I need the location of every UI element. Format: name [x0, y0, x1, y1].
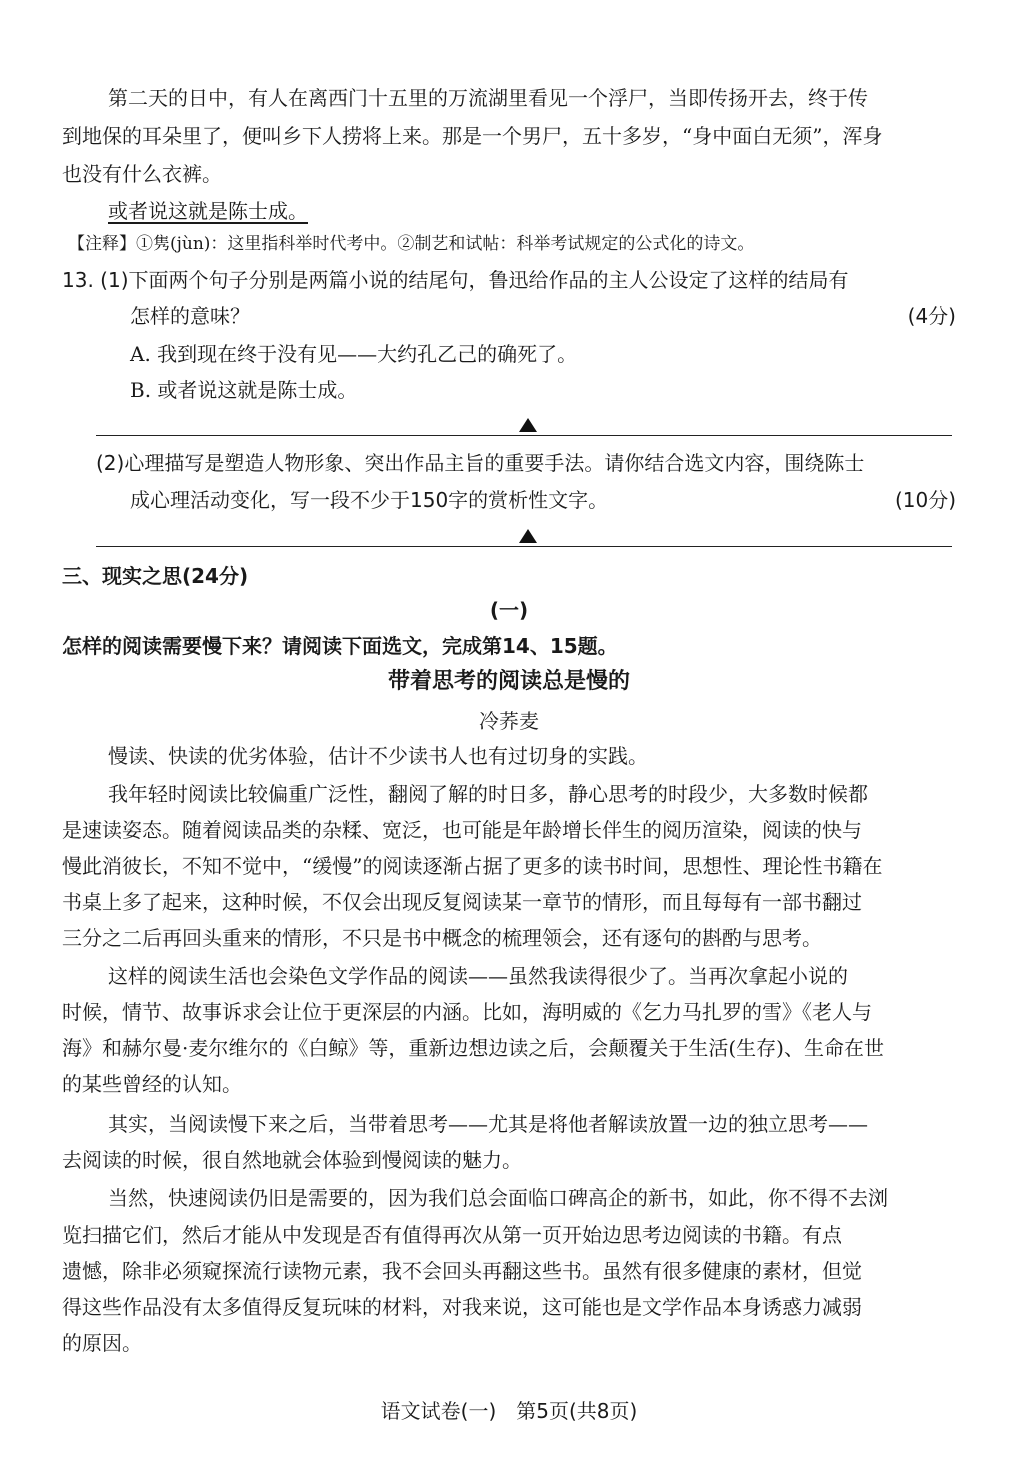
article-p2-line-5: 三分之二后再回头重来的情形，不只是书中概念的梳理领会，还有逐句的斟酌与思考。	[62, 926, 822, 950]
article-p3-line-3: 海》和赫尔曼·麦尔维尔的《白鲸》等，重新边想边读之后，会颠覆关于生活(生存)、生命在世	[62, 1036, 884, 1060]
article-p5-line-3: 遗憾，除非必须窥探流行读物元素，我不会回头再翻这些书。虽然有很多健康的素材，但觉	[62, 1259, 862, 1283]
q13-part2-line2: 成心理活动变化，写一段不少于150字的赏析性文字。	[130, 488, 609, 512]
article-title: 带着思考的阅读总是慢的	[387, 669, 630, 694]
intro-line-1: 第二天的日中，有人在离西门十五里的万流湖里看见一个浮尸，当即传扬开去，终于传	[108, 86, 868, 110]
ending-sentence: 或者说这就是陈士成。	[108, 199, 308, 223]
article-p2-line-1: 我年轻时阅读比较偏重广泛性，翻阅了解的时日多，静心思考的时段少，大多数时候都	[108, 782, 868, 806]
q13-part2-score: (10分)	[894, 488, 956, 512]
q13-part1-line1: 13. (1)下面两个句子分别是两篇小说的结尾句，鲁迅给作品的主人公设定了这样的结局有	[62, 268, 849, 292]
article-p4-line-1: 其实，当阅读慢下来之后，当带着思考——尤其是将他者解读放置一边的独立思考——	[108, 1112, 868, 1136]
article-p3-line-1: 这样的阅读生活也会染色文学作品的阅读——虽然我读得很少了。当再次拿起小说的	[108, 964, 848, 988]
article-p5-line-2: 览扫描它们，然后才能从中发现是否有值得再次从第一页开始边思考边阅读的书籍。有点	[62, 1223, 842, 1247]
section3-subnumber: (一)	[489, 598, 529, 622]
q13-part1-line2: 怎样的意味？	[130, 304, 250, 328]
annotation: 【注释】①隽(jùn)：这里指科举时代考中。②制艺和试帖：科举考试规定的公式化的诗文。	[68, 234, 755, 254]
article-p5-line-5: 的原因。	[62, 1331, 142, 1355]
article-author: 冷荞麦	[479, 709, 539, 733]
intro-line-2: 到地保的耳朵里了，便叫乡下人捞将上来。那是一个男尸，五十多岁，“身中面白无须”，浑身	[62, 124, 883, 148]
answer-line-2	[96, 546, 952, 547]
answer-line-1	[96, 435, 952, 436]
q13-option-b: B. 或者说这就是陈士成。	[130, 378, 358, 402]
article-p2-line-4: 书桌上多了起来，这种时候，不仅会出现反复阅读某一章节的情形，而且每每有一部书翻过	[62, 890, 862, 914]
article-p3-line-2: 时候，情节、故事诉求会让位于更深层的内涵。比如，海明威的《乞力马扎罗的雪》《老人与	[62, 1000, 872, 1024]
answer-marker-1	[519, 418, 537, 432]
article-p2-line-3: 慢此消彼长，不知不觉中，“缓慢”的阅读逐渐占据了更多的读书时间，思想性、理论性书籍在	[62, 854, 883, 878]
q13-part1-score: (4分)	[907, 304, 956, 328]
article-p2-line-2: 是速读姿态。随着阅读品类的杂糅、宽泛，也可能是年龄增长伴生的阅历渲染，阅读的快与	[62, 818, 862, 842]
article-p1-line-1: 慢读、快读的优劣体验，估计不少读书人也有过切身的实践。	[108, 744, 648, 768]
article-p5-line-1: 当然，快速阅读仍旧是需要的，因为我们总会面临口碑高企的新书，如此，你不得不去浏	[108, 1186, 888, 1210]
article-p3-line-4: 的某些曾经的认知。	[62, 1072, 242, 1096]
article-p5-line-4: 得这些作品没有太多值得反复玩味的材料，对我来说，这可能也是文学作品本身诱惑力减弱	[62, 1295, 862, 1319]
answer-marker-2	[519, 529, 537, 543]
q13-option-a: A. 我到现在终于没有见——大约孔乙己的确死了。	[130, 342, 578, 366]
article-p4-line-2: 去阅读的时候，很自然地就会体验到慢阅读的魅力。	[62, 1148, 522, 1172]
section3-instruction: 怎样的阅读需要慢下来？请阅读下面选文，完成第14、15题。	[62, 634, 618, 658]
page-footer: 语文试卷(一) 第5页(共8页)	[380, 1399, 638, 1423]
q13-part2-line1: (2)心理描写是塑造人物形象、突出作品主旨的重要手法。请你结合选文内容，围绕陈士	[96, 451, 865, 475]
intro-line-3: 也没有什么衣裤。	[62, 162, 222, 186]
section3-heading: 三、现实之思(24分)	[62, 564, 249, 588]
